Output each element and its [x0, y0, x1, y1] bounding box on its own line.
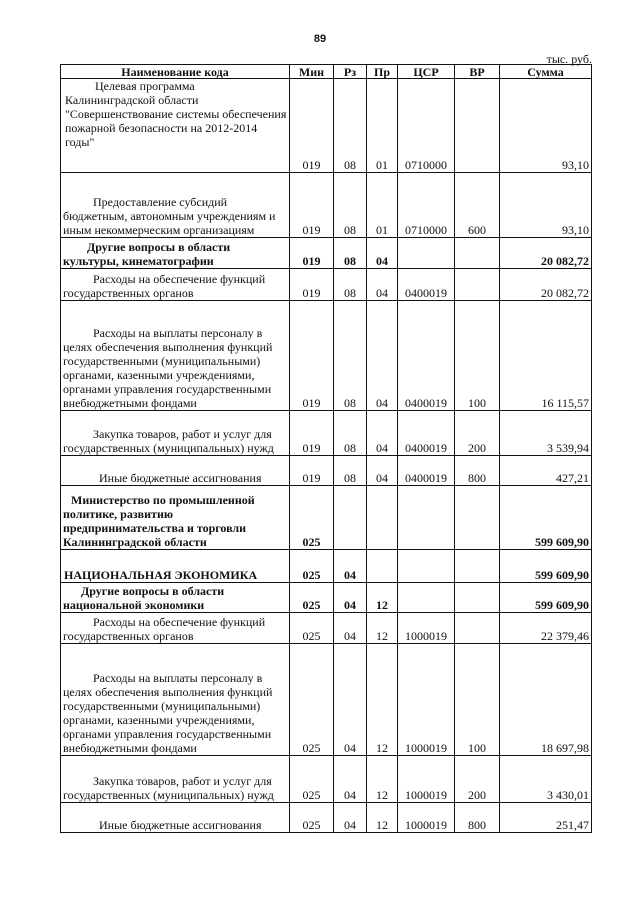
row-rz: 08: [334, 269, 367, 301]
row-min: 019: [290, 456, 334, 486]
table-row: [61, 803, 592, 833]
row-rz: 08: [334, 411, 367, 456]
row-min: 019: [290, 269, 334, 301]
units-label: тыс. руб.: [546, 52, 592, 66]
header-min: Мин: [290, 65, 334, 79]
row-name: Предоставление субсидий бюджетным, автономным учреждениям и иным некоммерческим организациям: [61, 173, 290, 238]
table-row: [61, 411, 592, 456]
row-pr: 01: [367, 173, 398, 238]
row-csr: [398, 550, 455, 583]
row-pr: 04: [367, 269, 398, 301]
row-name: Закупка товаров, работ и услуг для государственных (муниципальных) нужд: [61, 756, 290, 803]
row-vr: [455, 613, 500, 644]
row-name: НАЦИОНАЛЬНАЯ ЭКОНОМИКА: [61, 550, 290, 583]
header-pr: Пр: [367, 65, 398, 79]
budget-table: [60, 64, 592, 833]
row-min: 025: [290, 756, 334, 803]
row-csr: 0710000: [398, 79, 455, 173]
row-vr: 200: [455, 756, 500, 803]
row-rz: 04: [334, 803, 367, 833]
row-min: 019: [290, 411, 334, 456]
row-rz: 04: [334, 756, 367, 803]
row-vr: 100: [455, 301, 500, 411]
table-row: [61, 644, 592, 756]
header-name: Наименование кода: [61, 65, 290, 79]
row-rz: [334, 486, 367, 550]
row-pr: 12: [367, 583, 398, 613]
row-rz: 04: [334, 644, 367, 756]
row-csr: 0710000: [398, 173, 455, 238]
row-csr: 1000019: [398, 613, 455, 644]
row-min: 025: [290, 486, 334, 550]
row-min: 025: [290, 550, 334, 583]
row-rz: 08: [334, 301, 367, 411]
table-row: [61, 79, 592, 173]
row-csr: [398, 238, 455, 269]
row-rz: 04: [334, 583, 367, 613]
row-min: 025: [290, 803, 334, 833]
table-row: [61, 173, 592, 238]
row-vr: [455, 238, 500, 269]
row-csr: 0400019: [398, 456, 455, 486]
table-row: [61, 550, 592, 583]
page-number: 89: [313, 33, 327, 45]
row-pr: 04: [367, 301, 398, 411]
row-pr: 12: [367, 756, 398, 803]
row-sum: 599 609,90: [500, 550, 592, 583]
row-csr: 1000019: [398, 756, 455, 803]
row-min: 019: [290, 238, 334, 269]
row-csr: [398, 486, 455, 550]
row-name: Иные бюджетные ассигнования: [61, 803, 290, 833]
row-name: Целевая программа Калининградской области "Совершенствование системы обеспечения пожарной безопасности на 2012-2014 годы": [61, 79, 290, 173]
row-min: 025: [290, 583, 334, 613]
row-name: Министерство по промышленной политике, развитию предпринимательства и торговли Калининградской области: [61, 486, 290, 550]
row-name: Расходы на выплаты персоналу в целях обеспечения выполнения функций государственными (муниципальными) органами, казенными учреждениями, органами управления государственными внебюджетными фондами: [61, 644, 290, 756]
row-sum: 22 379,46: [500, 613, 592, 644]
row-sum: 20 082,72: [500, 269, 592, 301]
row-name: Другие вопросы в области культуры, кинематографии: [61, 238, 290, 269]
row-vr: [455, 583, 500, 613]
table-row: [61, 583, 592, 613]
table-row: [61, 301, 592, 411]
row-name: Расходы на обеспечение функций государственных органов: [61, 613, 290, 644]
row-rz: 08: [334, 456, 367, 486]
row-sum: 599 609,90: [500, 486, 592, 550]
row-vr: 800: [455, 456, 500, 486]
row-pr: 12: [367, 644, 398, 756]
row-vr: 600: [455, 173, 500, 238]
row-rz: 04: [334, 550, 367, 583]
table-row: [61, 486, 592, 550]
row-rz: 08: [334, 79, 367, 173]
row-sum: 18 697,98: [500, 644, 592, 756]
row-sum: 3 430,01: [500, 756, 592, 803]
row-vr: [455, 79, 500, 173]
row-csr: 0400019: [398, 269, 455, 301]
row-rz: 08: [334, 238, 367, 269]
row-sum: 251,47: [500, 803, 592, 833]
row-min: 019: [290, 173, 334, 238]
header-csr: ЦСР: [398, 65, 455, 79]
row-csr: 0400019: [398, 411, 455, 456]
row-vr: [455, 550, 500, 583]
header-rz: Рз: [334, 65, 367, 79]
row-min: 025: [290, 613, 334, 644]
row-name: Иные бюджетные ассигнования: [61, 456, 290, 486]
row-name: Расходы на выплаты персоналу в целях обеспечения выполнения функций государственными (муниципальными) органами, казенными учреждениями, органами управления государственными внебюджетными фондами: [61, 301, 290, 411]
header-sum: Сумма: [500, 65, 592, 79]
row-name: Закупка товаров, работ и услуг для государственных (муниципальных) нужд: [61, 411, 290, 456]
row-pr: 04: [367, 411, 398, 456]
row-vr: [455, 486, 500, 550]
table-row: [61, 756, 592, 803]
table-row: [61, 613, 592, 644]
row-vr: [455, 269, 500, 301]
row-sum: 599 609,90: [500, 583, 592, 613]
table-row: [61, 269, 592, 301]
row-sum: 93,10: [500, 173, 592, 238]
row-csr: 0400019: [398, 301, 455, 411]
row-pr: 04: [367, 238, 398, 269]
row-pr: 04: [367, 456, 398, 486]
row-pr: [367, 550, 398, 583]
row-csr: [398, 583, 455, 613]
row-min: 019: [290, 301, 334, 411]
row-name: Расходы на обеспечение функций государственных органов: [61, 269, 290, 301]
row-vr: 100: [455, 644, 500, 756]
table-header-row: [61, 65, 592, 79]
table-row: [61, 456, 592, 486]
row-sum: 20 082,72: [500, 238, 592, 269]
row-vr: 200: [455, 411, 500, 456]
row-rz: 04: [334, 613, 367, 644]
row-min: 025: [290, 644, 334, 756]
row-min: 019: [290, 79, 334, 173]
row-sum: 16 115,57: [500, 301, 592, 411]
row-name: Другие вопросы в области национальной экономики: [61, 583, 290, 613]
row-pr: 12: [367, 613, 398, 644]
row-csr: 1000019: [398, 644, 455, 756]
row-vr: 800: [455, 803, 500, 833]
row-sum: 3 539,94: [500, 411, 592, 456]
row-pr: 01: [367, 79, 398, 173]
row-rz: 08: [334, 173, 367, 238]
table-row: [61, 238, 592, 269]
row-csr: 1000019: [398, 803, 455, 833]
header-vr: ВР: [455, 65, 500, 79]
row-sum: 427,21: [500, 456, 592, 486]
row-pr: [367, 486, 398, 550]
row-sum: 93,10: [500, 79, 592, 173]
row-pr: 12: [367, 803, 398, 833]
